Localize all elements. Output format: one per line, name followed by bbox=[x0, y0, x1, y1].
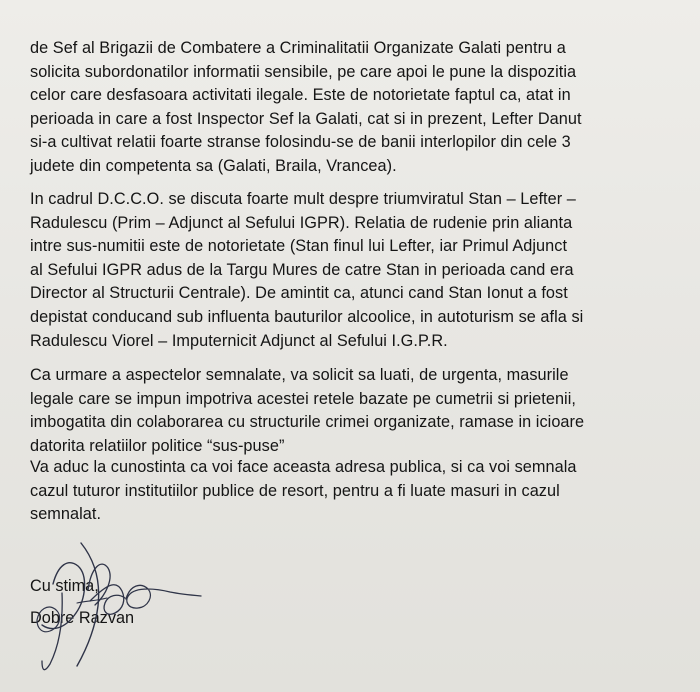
author-name: Dobre Razvan bbox=[30, 609, 135, 627]
paragraph-line: legale care se impun impotriva acestei retele bazate pe cumetrii si prietenii, bbox=[30, 389, 576, 408]
paragraph-line: solicita subordonatilor informatii sensibile, pe care apoi le pune la dispozitia bbox=[30, 62, 577, 81]
paragraph-line: al Sefului IGPR adus de la Targu Mures de catre Stan in perioada cand era bbox=[30, 260, 574, 279]
paragraph-line: perioada in care a fost Inspector Sef la Galati, cat si in prezent, Lefter Danut bbox=[30, 109, 582, 128]
paragraph-line: de Sef al Brigazii de Combatere a Criminalitatii Organizate Galati pentru a bbox=[30, 39, 566, 57]
letter-paragraph-3 bbox=[30, 364, 680, 458]
paragraph-line: si-a cultivat relatii foarte stranse folosindu-se de banii interlopilor din cele 3 bbox=[30, 133, 571, 152]
paragraph-line: Radulescu (Prim – Adjunct al Sefului IGPR). Relatia de rudenie prin alianta bbox=[30, 213, 573, 232]
paragraph-line: datorita relatiilor politice “sus-puse” bbox=[30, 436, 285, 455]
paragraph-line: judete din competenta sa (Galati, Braila, Vrancea). bbox=[30, 156, 397, 175]
paragraph-line: In cadrul D.C.C.O. se discuta foarte mult despre triumviratul Stan – Lefter – bbox=[30, 190, 576, 208]
closing-phrase: Cu stima, bbox=[30, 577, 99, 595]
letter-paragraph-1 bbox=[30, 37, 680, 179]
paragraph-line: Radulescu Viorel – Imputernicit Adjunct al Sefului I.G.P.R. bbox=[30, 331, 448, 350]
letter-paragraph-4 bbox=[30, 456, 680, 527]
paragraph-line: semnalat. bbox=[30, 505, 102, 524]
paragraph-line: depistat conducand sub influenta bauturilor alcoolice, in autoturism se afla si bbox=[30, 307, 584, 326]
paragraph-line: Director al Structurii Centrale). De amintit ca, atunci cand Stan Ionut a fost bbox=[30, 284, 568, 303]
paragraph-line: imbogatita din colaborarea cu structurile crimei organizate, ramase in icioare bbox=[30, 413, 585, 432]
paragraph-line: cazul tuturor institutiilor publice de resort, pentru a fi luate masuri in cazul bbox=[30, 481, 560, 500]
paragraph-line: Ca urmare a aspectelor semnalate, va solicit sa luati, de urgenta, masurile bbox=[30, 366, 569, 384]
paragraph-line: intre sus-numitii este de notorietate (Stan finul lui Lefter, iar Primul Adjunct bbox=[30, 237, 568, 256]
letter-paragraph-2 bbox=[30, 188, 680, 353]
paragraph-line: celor care desfasoara activitati ilegale. Este de notorietate faptul ca, atat in bbox=[30, 86, 571, 105]
paragraph-line: Va aduc la cunostinta ca voi face aceasta adresa publica, si ca voi semnala bbox=[30, 458, 577, 476]
